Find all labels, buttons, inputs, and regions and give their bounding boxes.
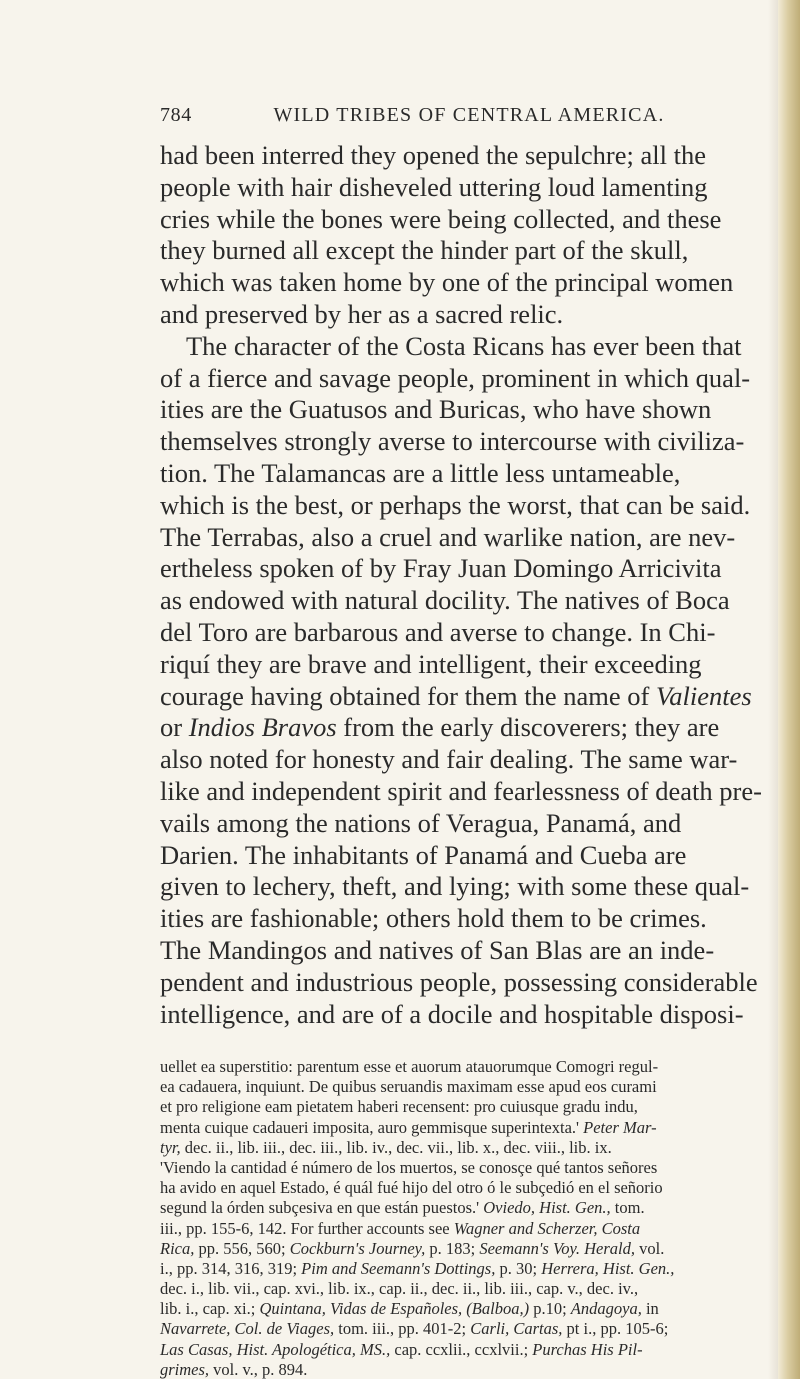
text-line: had been interred they opened the sepulchre; all the: [160, 140, 706, 170]
italic-term-valientes: Valientes: [655, 680, 752, 711]
text-line: ities are fashionable; others hold them to be crimes.: [160, 903, 707, 934]
citation-cockburn: Cockburn's Journey,: [289, 1238, 426, 1258]
footnote-line: [160, 1360, 785, 1380]
citation-carli: Carli, Cartas,: [470, 1319, 563, 1339]
citation-peter-martyr: Peter Mar-: [583, 1117, 657, 1137]
footnote-line: [160, 1219, 785, 1239]
text-line: The character of the Costa Ricans has ever been that: [186, 330, 742, 361]
footnote-line: 'Viendo la cantidad é número de los muertos, se conosçe qué tantos señores: [160, 1157, 658, 1177]
text-line: which is the best, or perhaps the worst, that can be said.: [160, 489, 751, 520]
footnote-span: dec. ii., lib. iii., dec. iii., lib. iv., dec. vii., lib. x., dec. viii., lib. ix.: [184, 1137, 612, 1157]
citation-las-casas: Las Casas, Hist. Apologética, MS.,: [160, 1339, 391, 1359]
footnote-line: et pro religione eam pietatem haberi recensent: pro cuiusque gradu indu,: [160, 1097, 638, 1117]
citation-purchas: Purchas His Pil-: [532, 1339, 643, 1359]
text-line: The Terrabas, also a cruel and warlike nation, are nev-: [160, 521, 736, 552]
page-number: 784: [160, 104, 192, 126]
text-span: courage having obtained for them the name of: [160, 680, 650, 711]
text-line: del Toro are barbarous and averse to change. In Chi-: [160, 616, 716, 647]
citation-wagner-scherzer: Wagner and Scherzer, Costa: [453, 1218, 641, 1238]
footnote-line: [160, 1239, 785, 1259]
footnotes: [160, 1057, 785, 1380]
text-line: themselves strongly averse to intercourse with civiliza-: [160, 426, 745, 457]
text-line: of a fierce and savage people, prominent in which qual-: [160, 362, 751, 393]
text-line: vails among the nations of Veragua, Panamá, and: [160, 807, 682, 838]
footnote-line: [160, 1118, 785, 1138]
footnote-line: [160, 1319, 785, 1339]
footnote-span: p. 30;: [499, 1258, 538, 1278]
text-line: cries while the bones were being collected, and these: [160, 203, 722, 234]
citation-herrera: Herrera, Hist. Gen.,: [541, 1258, 675, 1278]
text-line: given to lechery, theft, and lying; with some these qual-: [160, 871, 750, 902]
citation-pim-seemann: Pim and Seemann's Dottings,: [301, 1258, 496, 1278]
footnote-span: cap. ccxlii., ccxlvii.;: [394, 1339, 529, 1359]
footnote-span: menta cuique cadaueri imposita, auro gemmisque superintexta.': [160, 1117, 580, 1137]
text-span: from the early discoverers; they are: [343, 712, 720, 743]
text-line: [160, 712, 785, 744]
italic-term-indios-bravos: Indios Bravos: [188, 712, 337, 743]
text-line: ertheless spoken of by Fray Juan Domingo Arricivita: [160, 553, 722, 584]
footnote-span: i., pp. 314, 316, 319;: [160, 1258, 298, 1278]
footnote-span: p.10;: [533, 1299, 567, 1319]
footnote-line: uellet ea superstitio: parentum esse et auorum atauorumque Comogri regul-: [160, 1057, 659, 1076]
text-span: or: [160, 712, 183, 743]
text-line: ities are the Guatusos and Buricas, who have shown: [160, 394, 712, 425]
footnote-line: ha avido en aquel Estado, é quál fué hijo del otro ó le subçedió en el señorio: [160, 1178, 663, 1198]
text-line: like and independent spirit and fearlessness of death pre-: [160, 775, 762, 806]
text-line: and preserved by her as a sacred relic.: [160, 298, 564, 329]
text-line: pendent and industrious people, possessing considerable: [160, 966, 758, 997]
citation-oviedo: Oviedo, Hist. Gen.,: [483, 1198, 611, 1218]
footnote-line: [160, 1340, 785, 1360]
footnote-line: dec. i., lib. vii., cap. xvi., lib. ix., cap. ii., dec. ii., lib. iii., cap. v., dec. iv.,: [160, 1279, 639, 1299]
footnote-span: lib. i., cap. xi.;: [160, 1299, 256, 1319]
citation-navarrete: Navarrete, Col. de Viages,: [160, 1319, 335, 1339]
text-line: people with hair disheveled uttering loud lamenting: [160, 171, 708, 202]
citation-quintana: Quintana, Vidas de Españoles, (Balboa,): [259, 1299, 530, 1319]
main-text: [160, 140, 785, 1030]
text-line: as endowed with natural docility. The natives of Boca: [160, 585, 730, 616]
citation-andagoya: Andagoya,: [570, 1299, 642, 1319]
text-line: Darien. The inhabitants of Panamá and Cueba are: [160, 839, 687, 870]
footnote-span: pt i., pp. 105-6;: [566, 1319, 669, 1339]
page-header: [160, 104, 760, 134]
footnote-span: segund la órden subçesiva en que están puestos.': [160, 1198, 480, 1218]
footnote-span: vol. v., p. 894.: [213, 1359, 308, 1379]
footnote-line: [160, 1299, 785, 1319]
footnote-line: [160, 1138, 785, 1158]
footnote-line: ea cadauera, inquiunt. De quibus seruandis maximam esse apud eos curami: [160, 1077, 657, 1097]
footnote-span: tom. iii., pp. 401-2;: [338, 1319, 467, 1339]
citation-seemann-voy: Seemann's Voy. Herald,: [479, 1238, 635, 1258]
footnote-line: [160, 1259, 785, 1279]
text-line: intelligence, and are of a docile and hospitable disposi-: [160, 998, 744, 1029]
footnote-span: iii., pp. 155-6, 142. For further accounts see: [160, 1218, 450, 1238]
text-line: riquí they are brave and intelligent, their exceeding: [160, 648, 702, 679]
footnote-span: pp. 556, 560;: [198, 1238, 286, 1258]
citation-peter-martyr-cont: tyr,: [160, 1137, 181, 1157]
citation-costa-rica: Rica,: [160, 1238, 195, 1258]
text-line: tion. The Talamancas are a little less untameable,: [160, 457, 681, 488]
footnote-line: [160, 1198, 785, 1218]
text-line: they burned all except the hinder part of the skull,: [160, 235, 689, 266]
text-line: which was taken home by one of the principal women: [160, 267, 734, 298]
citation-purchas-cont: grimes,: [160, 1359, 210, 1379]
footnote-span: p. 183;: [429, 1238, 476, 1258]
text-line: [160, 681, 785, 713]
text-line: The Mandingos and natives of San Blas are an inde-: [160, 934, 715, 965]
footnote-span: vol.: [639, 1238, 665, 1258]
running-head: WILD TRIBES OF CENTRAL AMERICA.: [273, 104, 665, 126]
footnote-span: in: [645, 1299, 659, 1319]
text-line: also noted for honesty and fair dealing. The same war-: [160, 744, 738, 775]
footnote-span: tom.: [614, 1198, 645, 1218]
